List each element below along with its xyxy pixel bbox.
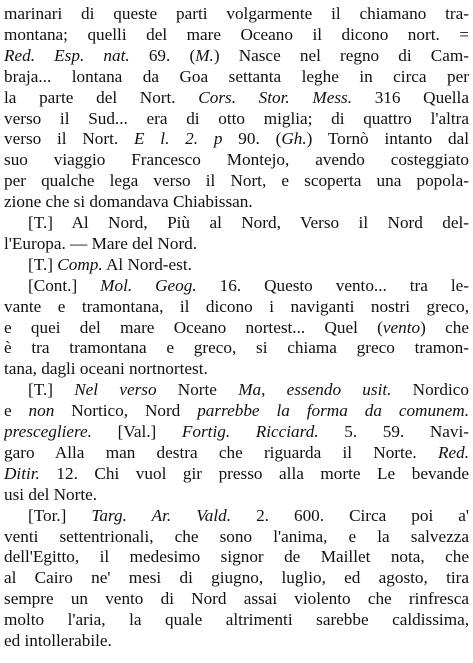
line-text: 2. 600. Circa poi a' [231,505,469,525]
text-line [4,463,469,485]
line-text: 12. Chi vuol gir presso alla morte Le bevande [39,463,469,483]
line-text: [Tor.] [28,505,92,525]
line-text: ) che [420,317,469,337]
line-text: Norte [156,380,239,400]
text-line [4,337,469,359]
line-text: ) Tornò intanto dal [306,129,469,149]
text-line [4,442,469,464]
text-line [4,87,469,109]
line-text: venti settentrionali, che sono l'anima, e la salvezza [4,526,469,546]
italic-citation: Nel verso [74,380,157,400]
italic-citation: Ditir. [4,463,40,483]
line-text: montana; quelli del mare Oceano il dicono nort. = [4,24,469,44]
line-text: vante e tramontana, il dicono i naviganti nostri greco, [4,296,469,316]
line-text: è tra tramontana e greco, si chiama greco tramon- [4,338,469,358]
text-line [4,108,469,130]
text-line [4,149,469,171]
text-line [4,45,469,67]
text-line [4,484,469,506]
line-text: 16. Questo vento... tra le- [196,275,469,295]
line-text: tana, dagli oceani nortnortest. [4,359,208,379]
line-text: e quei del mare Oceano nortest... Quel ( [4,317,383,337]
line-text: braja... lontana da Goa settanta leghe in circa per [4,66,469,86]
text-line [4,3,469,25]
line-text: [T.] [28,380,75,400]
line-text: [T.] Al Nord, Più al Nord, Verso il Nord del- [28,213,469,232]
line-text: 90. ( [222,129,282,149]
italic-citation: Fortig. Ricciard. [181,422,319,441]
line-text: 69. ( [129,45,196,65]
line-text: suo viaggio Francesco Montejo, avendo costeggiato [4,150,469,170]
italic-citation: E l. 2. p [134,129,223,149]
line-text: [T.] [28,254,58,274]
text-line [4,24,469,46]
italic-citation: Ma, essendo usit. [238,380,392,400]
text-line [4,609,469,631]
line-text: verso il Sud... era di otto miglia; di quattro l'altra [4,108,469,128]
line-text: al Cairo ne' mesi di giugno, luglio, ed agosto, tira [4,568,469,588]
italic-citation: Mol. Geog. [100,275,197,295]
line-text: Nortico, Nord [54,401,198,421]
line-text: Al Nord-est. [102,254,192,274]
text-line [28,379,469,401]
text-line [4,233,469,255]
italic-citation: Red. Esp. nat. [4,45,130,65]
line-text: molto l'aria, la quale altrimenti sarebbe caldissima, [4,610,469,630]
line-text: dell'Egitto, il medesimo signor de Maillet nota, che [4,547,469,567]
text-line [4,296,469,318]
text-line [4,128,469,150]
line-text: 316 Quella [352,87,469,107]
line-text: marinari di queste parti volgarmente il chiamano tra- [4,4,469,23]
italic-citation: non [28,401,55,421]
text-line [4,191,469,213]
italic-citation: prescegliere. [4,422,92,441]
line-text: zione che si domandava Chiabissan. [4,192,253,212]
text-line [4,588,469,610]
text-line [4,66,469,88]
italic-citation: Targ. Ar. Vald. [91,505,232,525]
line-text: verso il Nort. [4,129,134,149]
text-line [28,275,469,297]
text-line [4,317,469,339]
line-text: l'Europa. — Mare del Nord. [4,233,198,253]
line-text: usi del Norte. [4,484,98,504]
line-text: sempre un vento di Nord assai violento che rinfresca [4,589,469,609]
line-text: [Cont.] [28,275,101,295]
text-line [4,170,469,192]
text-line [4,421,469,443]
italic-citation: Comp. [57,254,103,274]
italic-citation: vento [382,317,421,337]
line-text: e [4,401,29,421]
text-line [4,400,469,422]
text-line [28,505,469,527]
line-text: ) Nasce nel regno di Cam- [213,45,469,65]
line-text: [Val.] [91,422,182,441]
line-text: Nordico [391,380,469,400]
text-line [4,358,469,380]
text-line [4,630,469,652]
italic-citation: M. [195,45,214,65]
text-line [28,212,469,234]
line-text: la parte del Nort. [4,87,199,107]
italic-citation: parrebbe la forma da comunem. [197,401,469,421]
line-text: ed intollerabile. [4,631,112,650]
text-line [4,546,469,568]
line-text: garo Alla man destra che riguarda il Norte. [4,442,438,462]
italic-citation: Red. [437,442,469,462]
italic-citation: Cors. Stor. Mess. [198,87,353,107]
italic-citation: Gh. [281,129,307,149]
text-line [4,567,469,589]
text-line [4,526,469,548]
text-line [28,254,469,276]
line-text: per qualche lega verso il Nort, e scoperta una popola- [4,171,469,191]
line-text: 5. 59. Navi- [318,422,469,441]
